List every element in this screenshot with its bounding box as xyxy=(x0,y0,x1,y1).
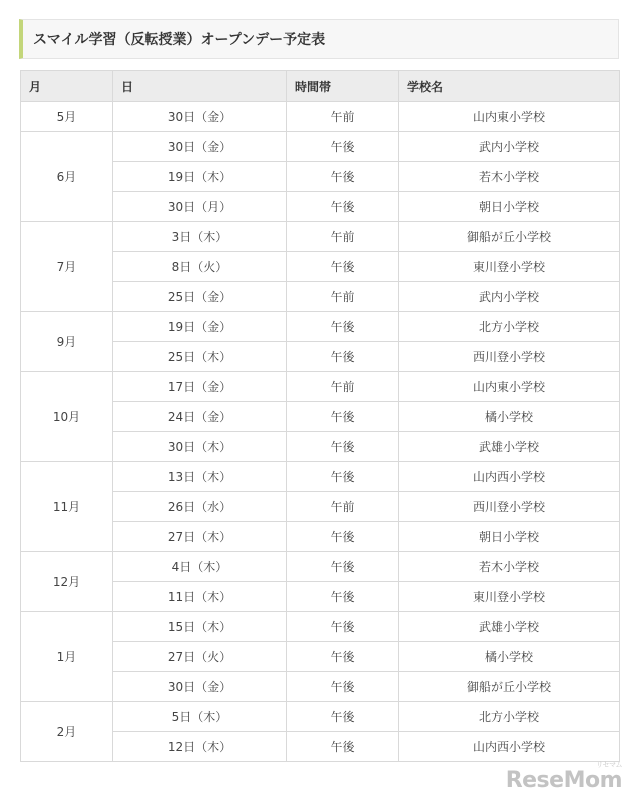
cell-day: 30日（木） xyxy=(113,432,287,462)
header-day: 日 xyxy=(113,71,287,102)
watermark-logo xyxy=(505,761,622,793)
cell-day: 27日（火） xyxy=(113,642,287,672)
cell-school: 御船が丘小学校 xyxy=(399,222,620,252)
cell-time: 午後 xyxy=(287,522,399,552)
cell-day: 19日（金） xyxy=(113,312,287,342)
cell-school: 朝日小学校 xyxy=(399,192,620,222)
cell-time: 午前 xyxy=(287,102,399,132)
cell-day: 30日（金） xyxy=(113,132,287,162)
header-month: 月 xyxy=(21,71,113,102)
cell-day: 19日（木） xyxy=(113,162,287,192)
cell-time: 午後 xyxy=(287,552,399,582)
cell-school: 武雄小学校 xyxy=(399,432,620,462)
cell-school: 山内東小学校 xyxy=(399,102,620,132)
cell-school: 武雄小学校 xyxy=(399,612,620,642)
cell-school: 北方小学校 xyxy=(399,702,620,732)
table-row xyxy=(21,312,620,342)
cell-day: 25日（金） xyxy=(113,282,287,312)
cell-school: 武内小学校 xyxy=(399,132,620,162)
cell-time: 午後 xyxy=(287,192,399,222)
cell-time: 午前 xyxy=(287,492,399,522)
cell-month: 1月 xyxy=(21,612,113,702)
cell-school: 若木小学校 xyxy=(399,162,620,192)
cell-school: 武内小学校 xyxy=(399,282,620,312)
watermark-small-text: リセマム xyxy=(596,761,622,769)
cell-school: 東川登小学校 xyxy=(399,252,620,282)
cell-day: 17日（金） xyxy=(113,372,287,402)
cell-time: 午前 xyxy=(287,222,399,252)
cell-month: 9月 xyxy=(21,312,113,372)
cell-day: 30日（金） xyxy=(113,672,287,702)
table-header-row xyxy=(21,71,620,102)
table-row xyxy=(21,702,620,732)
watermark-text: ReseMom xyxy=(505,768,622,793)
table-row xyxy=(21,132,620,162)
table-row xyxy=(21,222,620,252)
cell-day: 8日（火） xyxy=(113,252,287,282)
cell-time: 午後 xyxy=(287,702,399,732)
cell-time: 午後 xyxy=(287,642,399,672)
cell-school: 山内西小学校 xyxy=(399,462,620,492)
cell-day: 3日（木） xyxy=(113,222,287,252)
cell-day: 5日（木） xyxy=(113,702,287,732)
cell-day: 27日（木） xyxy=(113,522,287,552)
cell-school: 西川登小学校 xyxy=(399,492,620,522)
cell-time: 午後 xyxy=(287,582,399,612)
cell-day: 13日（木） xyxy=(113,462,287,492)
cell-school: 西川登小学校 xyxy=(399,342,620,372)
cell-school: 山内東小学校 xyxy=(399,372,620,402)
cell-time: 午後 xyxy=(287,732,399,762)
schedule-table xyxy=(20,70,620,762)
cell-school: 若木小学校 xyxy=(399,552,620,582)
cell-month: 2月 xyxy=(21,702,113,762)
cell-day: 26日（水） xyxy=(113,492,287,522)
cell-school: 北方小学校 xyxy=(399,312,620,342)
schedule-body xyxy=(21,102,620,762)
cell-school: 朝日小学校 xyxy=(399,522,620,552)
cell-school: 橘小学校 xyxy=(399,402,620,432)
cell-time: 午後 xyxy=(287,252,399,282)
cell-month: 12月 xyxy=(21,552,113,612)
cell-month: 6月 xyxy=(21,132,113,222)
cell-month: 11月 xyxy=(21,462,113,552)
cell-time: 午後 xyxy=(287,672,399,702)
cell-time: 午後 xyxy=(287,462,399,492)
cell-month: 7月 xyxy=(21,222,113,312)
cell-day: 25日（木） xyxy=(113,342,287,372)
table-row xyxy=(21,612,620,642)
header-time: 時間帯 xyxy=(287,71,399,102)
cell-school: 橘小学校 xyxy=(399,642,620,672)
cell-month: 5月 xyxy=(21,102,113,132)
table-row xyxy=(21,102,620,132)
cell-time: 午前 xyxy=(287,282,399,312)
cell-school: 東川登小学校 xyxy=(399,582,620,612)
cell-day: 4日（木） xyxy=(113,552,287,582)
cell-time: 午後 xyxy=(287,342,399,372)
cell-day: 24日（金） xyxy=(113,402,287,432)
table-row xyxy=(21,462,620,492)
cell-time: 午後 xyxy=(287,162,399,192)
cell-time: 午後 xyxy=(287,432,399,462)
cell-day: 12日（木） xyxy=(113,732,287,762)
cell-time: 午後 xyxy=(287,402,399,432)
cell-month: 10月 xyxy=(21,372,113,462)
cell-day: 11日（木） xyxy=(113,582,287,612)
cell-day: 30日（月） xyxy=(113,192,287,222)
header-school: 学校名 xyxy=(399,71,620,102)
cell-time: 午前 xyxy=(287,372,399,402)
cell-day: 15日（木） xyxy=(113,612,287,642)
cell-school: 御船が丘小学校 xyxy=(399,672,620,702)
table-row xyxy=(21,552,620,582)
cell-time: 午後 xyxy=(287,312,399,342)
cell-day: 30日（金） xyxy=(113,102,287,132)
cell-time: 午後 xyxy=(287,132,399,162)
page-title: スマイル学習（反転授業）オープンデー予定表 xyxy=(19,19,619,59)
table-row xyxy=(21,372,620,402)
cell-school: 山内西小学校 xyxy=(399,732,620,762)
cell-time: 午後 xyxy=(287,612,399,642)
